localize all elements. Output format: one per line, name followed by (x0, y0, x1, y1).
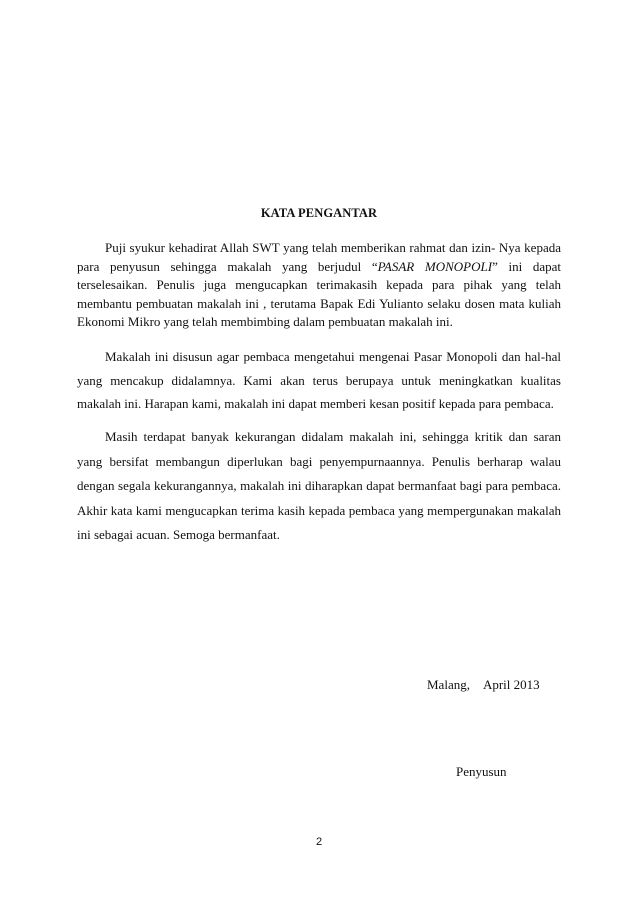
place-date-line (427, 677, 540, 693)
paper-title-italic: PASAR MONOPOLI (377, 258, 493, 274)
paragraph-intro-text-end: ” ini dapat terselesaikan. Penulis juga mengucapkan terimakasih kepada para pihak yang telah membantu pembuatan makalah ini , terutama Bapak Edi Yulianto selaku dosen mata kuliah Ekonomi Mikro yang telah membimbing dalam pembuatan makalah ini. (77, 258, 561, 329)
paragraph-closing: Masih terdapat banyak kekurangan didalam makalah ini, sehingga kritik dan saran yang bersifat membangun diperlukan bagi penyempurnaannya. Penulis berharap walau dengan segala kekurangannya, makalah ini diharapkan dapat bermanfaat bagi para pembaca. Akhir kata kami mengucapkan terima kasih kepada pembaca yang mempergunakan makalah ini sebagai acuan. Semoga bermanfaat. (77, 429, 561, 542)
date-label: April 2013 (482, 677, 540, 692)
city-label: Malang, (427, 677, 470, 692)
page-title: KATA PENGANTAR (260, 206, 378, 220)
paragraph-intro-text-start: Puji syukur kehadirat Allah SWT yang telah memberikan rahmat dan izin- Nya kepada para penyusun sehingga makalah yang berjudul “ (77, 240, 561, 274)
paragraph-intro (77, 239, 561, 332)
signer-label: Penyusun (456, 764, 507, 779)
page-number: 2 (315, 836, 323, 848)
paragraph-purpose: Makalah ini disusun agar pembaca mengetahui mengenai Pasar Monopoli dan hal-hal yang mencakup didalamnya. Kami akan terus berupaya untuk meningkatkan kualitas makalah ini. Harapan kami, makalah ini dapat memberi kesan positif kepada para pembaca. (77, 349, 561, 411)
